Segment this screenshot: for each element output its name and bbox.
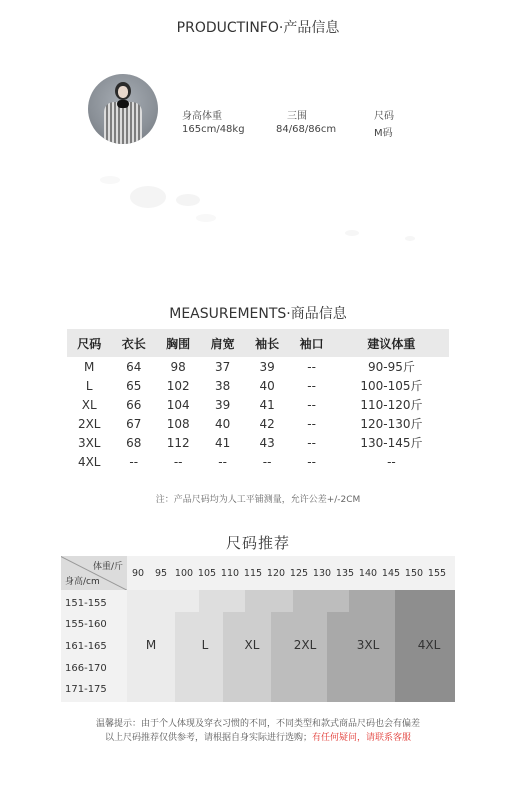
tip-line-1: 温馨提示：由于个人体现及穿衣习惯的不同，不同类型和款式商品尺码也会有偏差 (95, 719, 420, 729)
table-header-row (67, 329, 449, 357)
size-recommendation-chart (61, 556, 455, 702)
cell: -- (307, 378, 316, 393)
height-axis-label: 身高/cm (65, 577, 100, 587)
cell: 38 (215, 378, 231, 393)
product-info-title: PRODUCTINFO·产品信息 (176, 20, 340, 36)
height-weight-label: 身高体重 (182, 111, 222, 122)
cell: 41 (259, 397, 275, 412)
cell: -- (307, 454, 316, 469)
step-cut (175, 680, 199, 702)
measurement-note: 注：产品尺码均为人工平铺测量，允许公差+/-2CM (155, 495, 361, 505)
header-cuff: 袖口 (289, 329, 333, 357)
weight-tick: 100 (174, 568, 194, 579)
cell: 112 (166, 435, 190, 450)
size-value: M码 (374, 128, 393, 139)
model-photo (88, 74, 158, 144)
cell: 100-105斤 (360, 379, 423, 393)
step-cut (223, 680, 245, 702)
header-shoulder: 肩宽 (200, 329, 244, 357)
size-label-4xl: 4XL (417, 638, 441, 652)
size-label-3xl: 3XL (356, 638, 380, 652)
cell: 67 (126, 416, 142, 431)
weight-tick: 110 (220, 568, 240, 579)
table-row (67, 452, 449, 471)
cell: 41 (215, 435, 231, 450)
cell: 40 (259, 378, 275, 393)
weight-tick: 95 (154, 568, 168, 579)
header-size: 尺码 (67, 329, 111, 357)
cell: 2XL (77, 416, 101, 431)
cell: XL (81, 397, 97, 412)
step-cut (271, 680, 293, 702)
cell: M (84, 359, 95, 374)
header-sleeve: 袖长 (245, 329, 289, 357)
tip-line-2 (0, 730, 516, 743)
weight-tick: 130 (312, 568, 332, 579)
weight-tick: 135 (335, 568, 355, 579)
weight-tick: 115 (243, 568, 263, 579)
weight-tick: 105 (197, 568, 217, 579)
weight-tick: 140 (358, 568, 378, 579)
table-row (67, 395, 449, 414)
cell: -- (218, 454, 227, 469)
height-row-label: 166-170 (65, 663, 107, 674)
height-row-label: 171-175 (65, 684, 107, 695)
cell: -- (307, 397, 316, 412)
cell: 37 (215, 359, 231, 374)
cell: -- (262, 454, 272, 469)
height-row-label: 161-165 (65, 641, 107, 652)
table-row (67, 414, 449, 433)
cell: -- (307, 359, 316, 374)
measurements-table (67, 329, 449, 471)
step-cut (223, 590, 245, 612)
weight-tick: 125 (289, 568, 309, 579)
cell: -- (129, 454, 139, 469)
cell: 66 (126, 397, 142, 412)
contact-service-text: 有任何疑问，请联系客服 (312, 733, 412, 743)
tip-plain-text: 以上尺码推荐仅供参考，请根据自身实际进行选购； (104, 733, 312, 743)
cell: 130-145斤 (360, 436, 423, 450)
cell: 102 (166, 378, 190, 393)
header-corner (61, 556, 127, 590)
size-recommendation-title: 尺码推荐 (225, 534, 290, 552)
step-cut (395, 680, 455, 702)
cell: 64 (126, 359, 142, 374)
header-weight: 建议体重 (334, 329, 449, 357)
height-row-label: 155-160 (65, 619, 107, 630)
table-row (67, 357, 449, 376)
cell: 90-95斤 (367, 360, 415, 374)
size-label-m: M (145, 638, 157, 652)
cell: 104 (166, 397, 190, 412)
cell: -- (307, 416, 316, 431)
measurements-title: MEASUREMENTS·商品信息 (169, 306, 347, 322)
weight-tick: 90 (131, 568, 145, 579)
step-cut (271, 590, 293, 612)
cell: 110-120斤 (360, 398, 423, 412)
cell: L (85, 378, 93, 393)
header-length: 衣长 (111, 329, 155, 357)
header-chest: 胸围 (156, 329, 200, 357)
step-cut (327, 590, 349, 612)
cell: 68 (126, 435, 142, 450)
size-label-xl: XL (244, 638, 260, 652)
measurements-value: 84/68/86cm (276, 124, 337, 135)
height-weight-value: 165cm/48kg (182, 124, 245, 135)
cell: 39 (259, 359, 275, 374)
weight-tick: 120 (266, 568, 286, 579)
cell: 39 (215, 397, 231, 412)
table-row (67, 376, 449, 395)
cell: 40 (215, 416, 231, 431)
weight-axis-label: 体重/斤 (92, 562, 123, 572)
height-row-label: 151-155 (65, 598, 107, 609)
weight-tick: 145 (381, 568, 401, 579)
table-row (67, 433, 449, 452)
step-cut (175, 590, 199, 612)
size-label-2xl: 2XL (293, 638, 317, 652)
size-label-l: L (201, 638, 209, 652)
cell: -- (307, 435, 316, 450)
cell: 42 (259, 416, 275, 431)
cell: -- (173, 454, 183, 469)
cell: 4XL (77, 454, 101, 469)
cell: 98 (170, 359, 186, 374)
cell: 43 (259, 435, 275, 450)
cell: 120-130斤 (360, 417, 423, 431)
cell: -- (387, 454, 396, 469)
cell: 3XL (77, 435, 101, 450)
step-cut (327, 680, 361, 702)
cell: 65 (126, 378, 142, 393)
weight-tick: 155 (427, 568, 447, 579)
size-label: 尺码 (374, 111, 394, 122)
weight-tick: 150 (404, 568, 424, 579)
measurements-label: 三围 (287, 111, 307, 122)
cell: 108 (166, 416, 190, 431)
